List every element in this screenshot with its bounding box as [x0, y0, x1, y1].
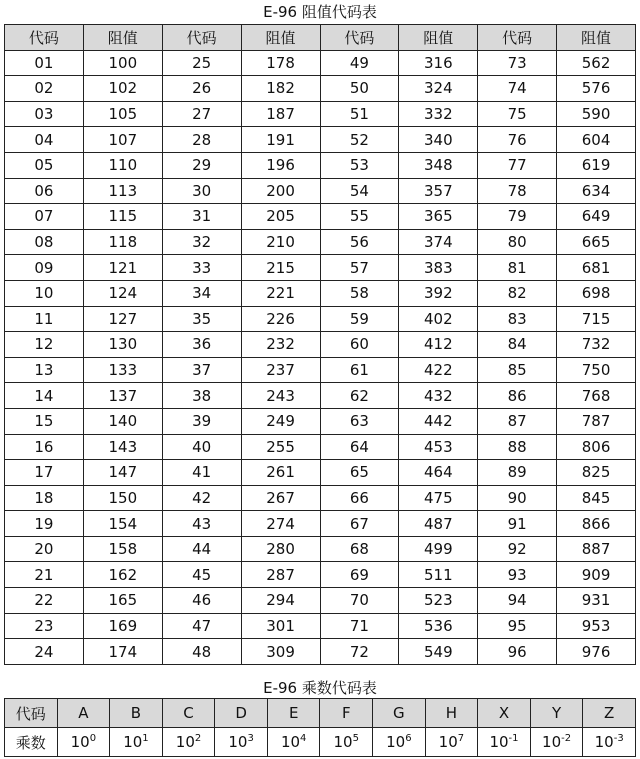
code-cell: 21 [5, 562, 84, 588]
multiplier-value-cell [215, 728, 268, 757]
multiplier-exponent: -3 [613, 733, 624, 744]
resistance-cell: 102 [83, 76, 162, 102]
code-cell: 01 [5, 50, 84, 76]
code-cell: 45 [162, 562, 241, 588]
resistance-cell: 115 [83, 204, 162, 230]
table-row [5, 562, 636, 588]
resistance-cell: 105 [83, 101, 162, 127]
resistance-cell: 191 [241, 127, 320, 153]
resistance-cell: 604 [557, 127, 636, 153]
code-cell: 29 [162, 152, 241, 178]
code-cell: 51 [320, 101, 399, 127]
code-cell: 79 [478, 204, 557, 230]
resistance-cell: 280 [241, 536, 320, 562]
code-cell: 70 [320, 588, 399, 614]
resistance-cell: 187 [241, 101, 320, 127]
code-cell: 24 [5, 639, 84, 665]
resistance-cell: 402 [399, 306, 478, 332]
multiplier-value-cell [57, 728, 110, 757]
multiplier-value-cell [267, 728, 320, 757]
resistance-cell: 113 [83, 178, 162, 204]
multiplier-row-label: 乘数 [5, 728, 58, 757]
code-cell: 82 [478, 280, 557, 306]
code-cell: 63 [320, 408, 399, 434]
code-cell: 91 [478, 511, 557, 537]
multiplier-code-cell: Z [583, 699, 636, 728]
multiplier-exponent: -2 [561, 733, 572, 744]
code-cell: 84 [478, 332, 557, 358]
column-header: 阻值 [241, 25, 320, 51]
code-cell: 66 [320, 485, 399, 511]
code-cell: 95 [478, 613, 557, 639]
code-cell: 60 [320, 332, 399, 358]
table-row [5, 204, 636, 230]
table1-title: E-96 阻值代码表 [263, 3, 377, 21]
resistance-cell: 243 [241, 383, 320, 409]
resistance-cell: 715 [557, 306, 636, 332]
code-cell: 89 [478, 460, 557, 486]
resistance-cell: 681 [557, 255, 636, 281]
code-cell: 54 [320, 178, 399, 204]
code-cell: 78 [478, 178, 557, 204]
code-cell: 03 [5, 101, 84, 127]
resistance-cell: 205 [241, 204, 320, 230]
resistance-cell: 237 [241, 357, 320, 383]
multiplier-exponent: 0 [89, 733, 97, 744]
resistance-cell: 143 [83, 434, 162, 460]
multiplier-base: 10 [333, 733, 353, 751]
multiplier-code-cell: A [57, 699, 110, 728]
code-cell: 35 [162, 306, 241, 332]
resistance-cell: 432 [399, 383, 478, 409]
resistance-cell: 316 [399, 50, 478, 76]
resistance-cell: 294 [241, 588, 320, 614]
code-cell: 16 [5, 434, 84, 460]
code-cell: 12 [5, 332, 84, 358]
multiplier-base: 10 [489, 733, 509, 751]
code-cell: 67 [320, 511, 399, 537]
resistance-cell: 226 [241, 306, 320, 332]
code-cell: 75 [478, 101, 557, 127]
code-cell: 17 [5, 460, 84, 486]
resistance-cell: 549 [399, 639, 478, 665]
code-cell: 76 [478, 127, 557, 153]
resistance-cell: 274 [241, 511, 320, 537]
code-cell: 39 [162, 408, 241, 434]
resistance-cell: 309 [241, 639, 320, 665]
multiplier-code-cell: X [478, 699, 531, 728]
code-cell: 30 [162, 178, 241, 204]
multiplier-base: 10 [542, 733, 562, 751]
code-cell: 49 [320, 50, 399, 76]
code-cell: 23 [5, 613, 84, 639]
code-cell: 72 [320, 639, 399, 665]
code-cell: 65 [320, 460, 399, 486]
resistance-cell: 107 [83, 127, 162, 153]
resistance-cell: 576 [557, 76, 636, 102]
table-row [5, 434, 636, 460]
resistance-cell: 619 [557, 152, 636, 178]
resistance-cell: 340 [399, 127, 478, 153]
code-cell: 18 [5, 485, 84, 511]
resistance-cell: 332 [399, 101, 478, 127]
resistance-cell: 301 [241, 613, 320, 639]
resistance-cell: 249 [241, 408, 320, 434]
resistance-cell: 348 [399, 152, 478, 178]
resistance-cell: 768 [557, 383, 636, 409]
table-row [5, 101, 636, 127]
code-cell: 50 [320, 76, 399, 102]
resistance-cell: 750 [557, 357, 636, 383]
resistance-cell: 140 [83, 408, 162, 434]
resistance-cell: 178 [241, 50, 320, 76]
resistance-cell: 475 [399, 485, 478, 511]
resistance-cell: 100 [83, 50, 162, 76]
multiplier-value-cell [373, 728, 426, 757]
multiplier-exponent: 1 [142, 733, 149, 744]
resistance-cell: 499 [399, 536, 478, 562]
resistance-cell: 196 [241, 152, 320, 178]
table-row [5, 383, 636, 409]
code-cell: 62 [320, 383, 399, 409]
code-cell: 57 [320, 255, 399, 281]
multiplier-code-cell: D [215, 699, 268, 728]
resistance-cell: 825 [557, 460, 636, 486]
table-row [5, 76, 636, 102]
table-row [5, 408, 636, 434]
code-cell: 31 [162, 204, 241, 230]
code-cell: 92 [478, 536, 557, 562]
multiplier-base: 10 [175, 733, 195, 751]
table-row [5, 511, 636, 537]
code-cell: 56 [320, 229, 399, 255]
multiplier-value-cell [320, 728, 373, 757]
table2-title: E-96 乘数代码表 [263, 679, 377, 697]
multiplier-base: 10 [70, 733, 90, 751]
code-cell: 33 [162, 255, 241, 281]
resistance-cell: 174 [83, 639, 162, 665]
resistance-cell: 200 [241, 178, 320, 204]
resistance-cell: 536 [399, 613, 478, 639]
code-cell: 93 [478, 562, 557, 588]
resistance-cell: 221 [241, 280, 320, 306]
resistance-cell: 383 [399, 255, 478, 281]
resistance-cell: 374 [399, 229, 478, 255]
resistance-cell: 147 [83, 460, 162, 486]
resistance-cell: 255 [241, 434, 320, 460]
table-row [5, 229, 636, 255]
code-cell: 94 [478, 588, 557, 614]
resistance-cell: 165 [83, 588, 162, 614]
code-cell: 34 [162, 280, 241, 306]
code-cell: 71 [320, 613, 399, 639]
resistance-cell: 150 [83, 485, 162, 511]
resistance-cell: 487 [399, 511, 478, 537]
multiplier-code-cell: C [162, 699, 215, 728]
code-cell: 43 [162, 511, 241, 537]
multiplier-value-cell [110, 728, 163, 757]
code-cell: 86 [478, 383, 557, 409]
resistance-cell: 261 [241, 460, 320, 486]
resistance-cell: 215 [241, 255, 320, 281]
code-cell: 13 [5, 357, 84, 383]
code-cell: 20 [5, 536, 84, 562]
multiplier-base: 10 [594, 733, 614, 751]
column-header: 代码 [478, 25, 557, 51]
resistance-cell: 210 [241, 229, 320, 255]
code-cell: 04 [5, 127, 84, 153]
code-cell: 80 [478, 229, 557, 255]
resistance-cell: 133 [83, 357, 162, 383]
resistance-cell: 392 [399, 280, 478, 306]
code-cell: 15 [5, 408, 84, 434]
code-cell: 28 [162, 127, 241, 153]
table-row [5, 306, 636, 332]
code-cell: 46 [162, 588, 241, 614]
resistance-cell: 158 [83, 536, 162, 562]
code-cell: 61 [320, 357, 399, 383]
code-cell: 58 [320, 280, 399, 306]
code-cell: 69 [320, 562, 399, 588]
multiplier-base: 10 [280, 733, 301, 751]
multiplier-code-cell: H [425, 699, 478, 728]
code-cell: 41 [162, 460, 241, 486]
code-cell: 55 [320, 204, 399, 230]
code-cell: 25 [162, 50, 241, 76]
column-header: 代码 [5, 25, 84, 51]
table-row [5, 127, 636, 153]
resistance-cell: 464 [399, 460, 478, 486]
resistance-cell: 953 [557, 613, 636, 639]
multiplier-base: 10 [386, 733, 406, 751]
resistance-cell: 287 [241, 562, 320, 588]
table-row [5, 460, 636, 486]
multiplier-base: 10 [438, 733, 458, 751]
column-header: 代码 [320, 25, 399, 51]
code-cell: 83 [478, 306, 557, 332]
resistance-cell: 887 [557, 536, 636, 562]
multiplier-exponent: 4 [300, 733, 307, 744]
multiplier-exponent: 5 [352, 733, 359, 744]
code-cell: 96 [478, 639, 557, 665]
resistance-cell: 909 [557, 562, 636, 588]
resistance-cell: 787 [557, 408, 636, 434]
multiplier-value-cell [583, 728, 636, 757]
resistance-cell: 562 [557, 50, 636, 76]
multiplier-exponent: 3 [247, 733, 254, 744]
code-cell: 10 [5, 280, 84, 306]
resistance-cell: 523 [399, 588, 478, 614]
multiplier-code-cell: G [373, 699, 426, 728]
multiplier-value-cell [478, 728, 531, 757]
resistance-cell: 121 [83, 255, 162, 281]
table-row [5, 178, 636, 204]
resistance-cell: 110 [83, 152, 162, 178]
resistance-cell: 182 [241, 76, 320, 102]
code-cell: 38 [162, 383, 241, 409]
resistance-cell: 118 [83, 229, 162, 255]
multiplier-value-cell [530, 728, 583, 757]
code-cell: 74 [478, 76, 557, 102]
table-header-row [5, 25, 636, 51]
resistance-cell: 267 [241, 485, 320, 511]
code-cell: 44 [162, 536, 241, 562]
resistance-cell: 732 [557, 332, 636, 358]
code-cell: 77 [478, 152, 557, 178]
code-cell: 19 [5, 511, 84, 537]
code-cell: 05 [5, 152, 84, 178]
resistance-code-table [4, 24, 636, 665]
column-header: 阻值 [83, 25, 162, 51]
code-cell: 52 [320, 127, 399, 153]
code-cell: 36 [162, 332, 241, 358]
multiplier-value-cell [162, 728, 215, 757]
multiplier-code-cell: Y [530, 699, 583, 728]
resistance-cell: 590 [557, 101, 636, 127]
resistance-cell: 130 [83, 332, 162, 358]
table-row [5, 255, 636, 281]
resistance-cell: 665 [557, 229, 636, 255]
code-cell: 22 [5, 588, 84, 614]
multiplier-exponent: 2 [194, 733, 202, 744]
code-cell: 88 [478, 434, 557, 460]
code-row-label: 代码 [5, 699, 58, 728]
code-cell: 48 [162, 639, 241, 665]
resistance-cell: 412 [399, 332, 478, 358]
code-cell: 02 [5, 76, 84, 102]
resistance-cell: 866 [557, 511, 636, 537]
resistance-cell: 442 [399, 408, 478, 434]
resistance-cell: 649 [557, 204, 636, 230]
table-row [5, 332, 636, 358]
code-cell: 47 [162, 613, 241, 639]
resistance-cell: 422 [399, 357, 478, 383]
table-row [5, 485, 636, 511]
multiplier-exponent: 7 [457, 733, 465, 744]
resistance-cell: 806 [557, 434, 636, 460]
code-cell: 81 [478, 255, 557, 281]
table-row [5, 536, 636, 562]
code-cell: 37 [162, 357, 241, 383]
code-cell: 11 [5, 306, 84, 332]
multiplier-code-table [4, 698, 636, 757]
resistance-cell: 634 [557, 178, 636, 204]
code-cell: 90 [478, 485, 557, 511]
code-cell: 14 [5, 383, 84, 409]
table-row [5, 357, 636, 383]
code-cell: 09 [5, 255, 84, 281]
column-header: 阻值 [557, 25, 636, 51]
code-cell: 73 [478, 50, 557, 76]
code-cell: 32 [162, 229, 241, 255]
table-row [5, 588, 636, 614]
column-header: 代码 [162, 25, 241, 51]
code-cell: 42 [162, 485, 241, 511]
code-cell: 07 [5, 204, 84, 230]
resistance-cell: 154 [83, 511, 162, 537]
code-cell: 85 [478, 357, 557, 383]
multiplier-code-cell: F [320, 699, 373, 728]
resistance-cell: 511 [399, 562, 478, 588]
code-cell: 08 [5, 229, 84, 255]
multiplier-base: 10 [123, 733, 143, 751]
resistance-cell: 124 [83, 280, 162, 306]
resistance-cell: 324 [399, 76, 478, 102]
table-row [5, 152, 636, 178]
column-header: 阻值 [399, 25, 478, 51]
multiplier-value-row [5, 728, 636, 757]
code-cell: 26 [162, 76, 241, 102]
resistance-cell: 365 [399, 204, 478, 230]
code-cell: 06 [5, 178, 84, 204]
multiplier-base: 10 [228, 733, 248, 751]
resistance-cell: 845 [557, 485, 636, 511]
table-row [5, 639, 636, 665]
resistance-cell: 698 [557, 280, 636, 306]
multiplier-value-cell [425, 728, 478, 757]
code-cell: 27 [162, 101, 241, 127]
resistance-cell: 931 [557, 588, 636, 614]
multiplier-exponent: -1 [508, 733, 519, 744]
resistance-cell: 976 [557, 639, 636, 665]
table-row [5, 280, 636, 306]
resistance-cell: 357 [399, 178, 478, 204]
resistance-cell: 169 [83, 613, 162, 639]
code-cell: 53 [320, 152, 399, 178]
resistance-cell: 232 [241, 332, 320, 358]
table-row [5, 50, 636, 76]
table-row [5, 613, 636, 639]
multiplier-code-cell: E [267, 699, 320, 728]
multiplier-exponent: 6 [405, 733, 412, 744]
code-cell: 59 [320, 306, 399, 332]
code-cell: 40 [162, 434, 241, 460]
multiplier-code-cell: B [110, 699, 163, 728]
resistance-cell: 453 [399, 434, 478, 460]
resistance-cell: 137 [83, 383, 162, 409]
code-cell: 64 [320, 434, 399, 460]
code-cell: 68 [320, 536, 399, 562]
multiplier-code-row [5, 699, 636, 728]
resistance-cell: 127 [83, 306, 162, 332]
resistance-cell: 162 [83, 562, 162, 588]
code-cell: 87 [478, 408, 557, 434]
